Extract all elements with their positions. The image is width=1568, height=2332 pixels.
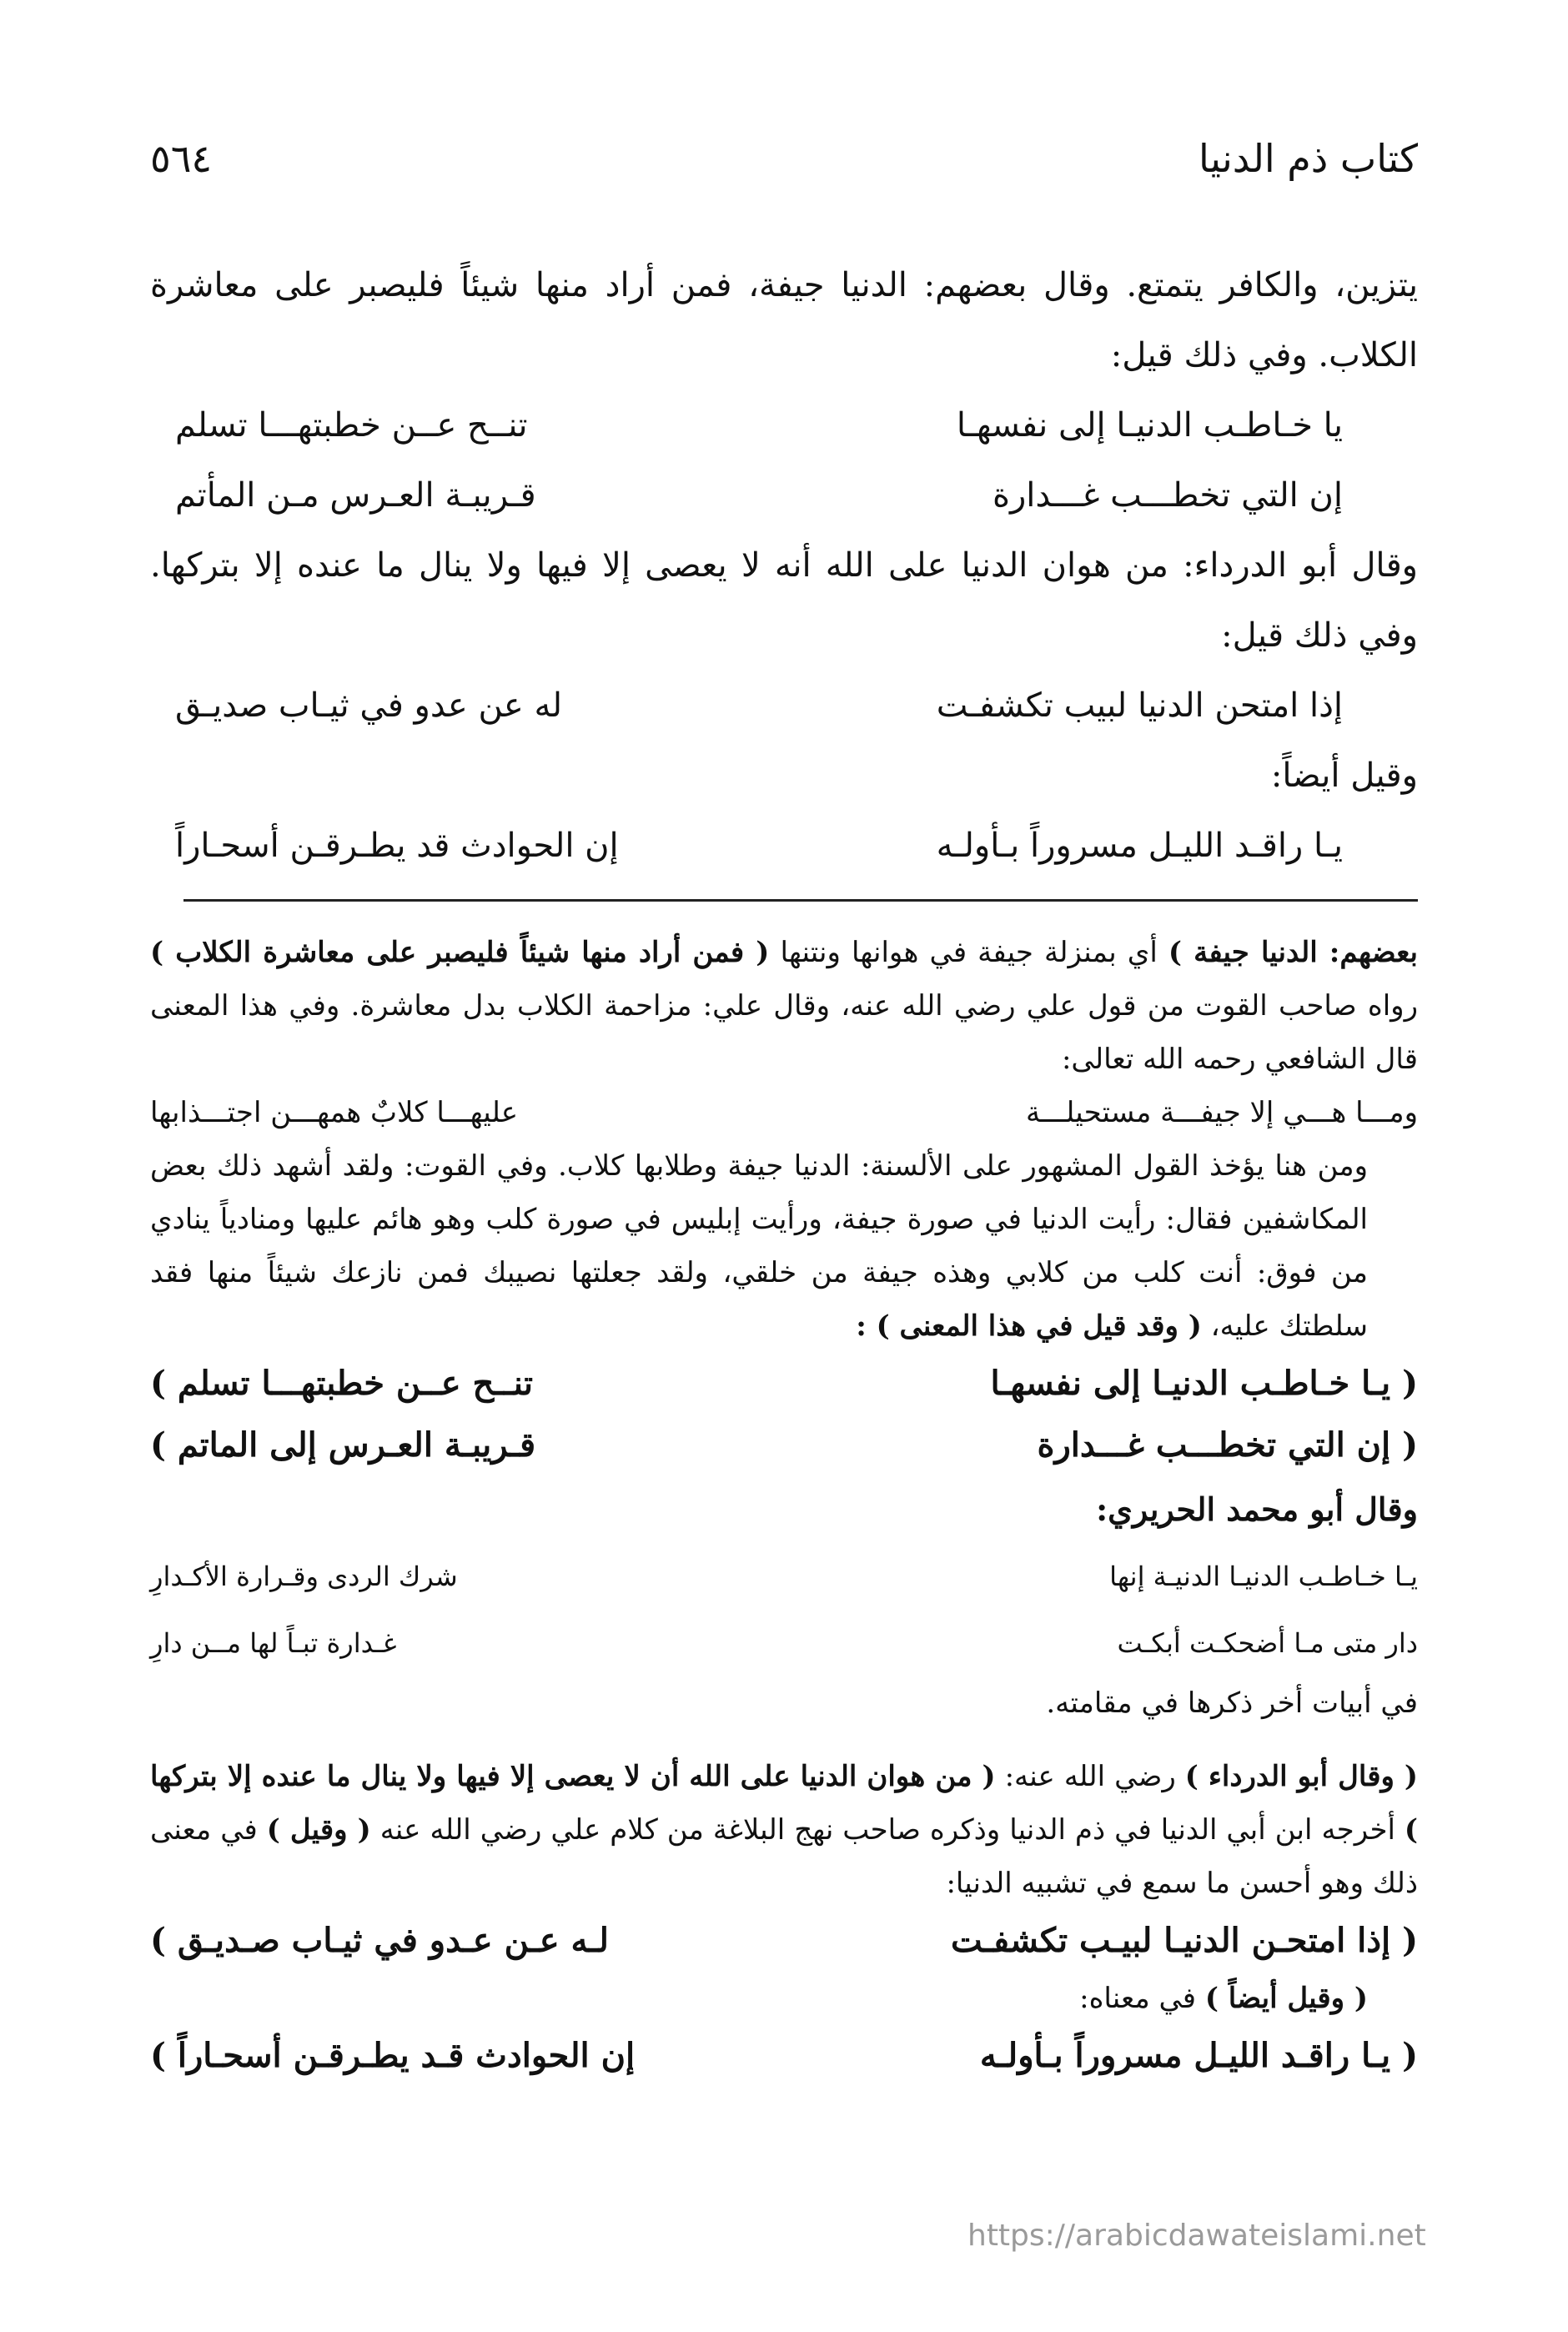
verse-first-hemistich: إذا امتحن الدنيا لبيب تكشفـت	[936, 686, 1343, 725]
source-watermark: https://arabicdawateislami.net	[967, 2219, 1426, 2253]
separator-rule	[183, 899, 1418, 902]
verse-second-hemistich: تنــح عــن خطبتهـــا تسلم	[175, 406, 528, 445]
verse-second-hemistich: قـريبـة العـرس مـن المأتم	[175, 476, 536, 515]
commentary-paragraph	[150, 1139, 1418, 1353]
quoted-bold: ( وقد قيل في هذا المعنى ) :	[856, 1309, 1202, 1343]
verse-first-hemistich: ( إذا امتحـن الدنيـا لبيـب تكشفـت	[950, 1921, 1418, 1960]
commentary-text: أخرجه ابن أبي الدنيا في ذم الدنيا وذكره صاحب نهج البلاغة من كلام علي رضي الله عنه	[370, 1813, 1405, 1847]
commentary-paragraph: في أبيات أخر ذكرها في مقامته.	[1046, 1686, 1418, 1720]
verse-second-hemistich: غـدارة تبـاً لها مــن دارِ	[150, 1627, 397, 1659]
commentary-text: رضي الله عنه:	[995, 1760, 1185, 1793]
verse-first-hemistich: يـا راقـد الليـل مسروراً بـأولـه	[936, 827, 1343, 865]
verse-first-hemistich: ( إن التي تخطـــب غـــدارة	[1037, 1425, 1418, 1465]
paragraph: وقيل أيضاً:	[1270, 756, 1418, 795]
verse-line	[150, 1086, 1418, 1139]
verse-second-hemistich: قـريبـة العـرس إلى الماتم )	[150, 1425, 536, 1465]
verse-first-hemistich: ( يـا خـاطـب الدنيـا إلى نفسهـا	[990, 1364, 1418, 1403]
verse-first-hemistich: يا خـاطـب الدنيـا إلى نفسهـا	[956, 406, 1343, 445]
verse-line	[150, 1610, 1418, 1676]
commentary-text: رواه صاحب القوت من قول علي رضي الله عنه، وقال علي: مزاحمة الكلاب بدل معاشرة. وفي هذا المعنى قال الشافعي رحمه الله تعالى:	[150, 989, 1418, 1076]
paragraph: وقال أبو الدرداء: من هوان الدنيا على الله أنه لا يعصى إلا فيها ولا ينال ما عنده إلا بتركها. وفي ذلك قيل:	[150, 546, 1418, 655]
verse-line	[150, 1415, 1418, 1476]
paragraph: يتزين، والكافر يتمتع. وقال بعضهم: الدنيا جيفة، فمن أراد منها شيئاً فليصبر على معاشرة الكلاب. وفي ذلك قيل:	[150, 266, 1418, 374]
commentary-text: ومن هنا يؤخذ القول المشهور على الألسنة: الدنيا جيفة وطلابها كلاب. وفي القوت: ولقد أشهد ذلك بعض المكاشفين فقال: رأيت الدنيا في صورة جيفة، ورأيت إبليس في صورة كلب وهو هائم عليها ومنادياً ينادي من فوق: أنت كلب من كلابي وهذه جيفة من خلقي، ولقد جعلتها نصيبك فمن نازعك شيئاً منها فقد سلطتك عليه،	[150, 1149, 1368, 1343]
verse-line	[150, 460, 1418, 530]
verse-second-hemistich: إن الحوادث قد يطـرقـن أسحـاراً	[175, 827, 619, 865]
quoted-bold: ( وقيل أيضاً )	[1204, 1982, 1368, 2015]
commentary-paragraph	[150, 1476, 1418, 1543]
quoted-bold: بعضهم: الدنيا جيفة )	[1168, 936, 1418, 969]
commentary-text: أي بمنزلة جيفة في هوانها ونتنها	[769, 936, 1168, 969]
commentary-paragraph	[150, 1750, 1418, 1910]
verse-second-hemistich: تنــح عــن خطبتهـــا تسلم )	[150, 1364, 533, 1403]
verse-line	[150, 390, 1418, 460]
verse-first-hemistich: يـا خـاطـب الدنيـا الدنيـة إنها	[1109, 1561, 1418, 1592]
verse-first-hemistich: ( يـا راقـد الليـل مسروراً بـأولـه	[979, 2036, 1418, 2075]
verse-first-hemistich: دار متى مـا أضحكـت أبكـت	[1117, 1627, 1418, 1659]
quoted-bold: ( وقيل )	[266, 1813, 371, 1847]
page-header	[150, 125, 1418, 192]
verse-first-hemistich: ومـــا هـــي إلا جيفـــة مستحيلـــة	[1025, 1096, 1418, 1129]
verse-second-hemistich: شرك الردى وقـرارة الأكـدارِ	[150, 1561, 458, 1592]
verse-line	[150, 1543, 1418, 1610]
commentary	[150, 926, 1418, 2087]
verse-first-hemistich: إن التي تخطـــب غـــدارة	[993, 476, 1343, 515]
verse-line	[150, 2025, 1418, 2087]
verse-line	[150, 671, 1418, 741]
verse-second-hemistich: عليهـــا كلابٌ همهـــن اجتـــذابها	[150, 1096, 519, 1129]
commentary-text: في معنى ذلك وهو أحسن ما سمع في تشبيه الدنيا:	[150, 1813, 1418, 1900]
quoted-bold: ( فمن أراد منها شيئاً فليصبر على معاشرة الكلاب )	[150, 936, 770, 969]
quoted-bold: وقال أبو محمد الحريري:	[1096, 1490, 1418, 1528]
commentary-paragraph	[150, 926, 1418, 1086]
verse-line	[150, 811, 1418, 881]
commentary-paragraph	[150, 1972, 1418, 2025]
main-text	[150, 250, 1418, 881]
quoted-bold: ( من هوان الدنيا على الله أن لا يعصى إلا فيها ولا ينال ما عنده إلا بتركها )	[150, 1760, 1419, 1847]
verse-line	[150, 1910, 1418, 1972]
verse-second-hemistich: إن الحوادث قـد يطـرقـن أسحـاراً )	[150, 2036, 636, 2075]
book-title: كتاب ذم الدنيا	[1199, 136, 1418, 181]
verse-line	[150, 1353, 1418, 1415]
quoted-bold: ( وقال أبو الدرداء )	[1184, 1760, 1418, 1793]
verse-second-hemistich: له عن عدو في ثيـاب صديـق	[175, 686, 563, 725]
verse-second-hemistich: لـه عـن عـدو في ثيـاب صـديـق )	[150, 1921, 609, 1960]
page-number: ٥٦٤	[150, 136, 213, 181]
commentary-text: في معناه:	[1079, 1982, 1205, 2015]
